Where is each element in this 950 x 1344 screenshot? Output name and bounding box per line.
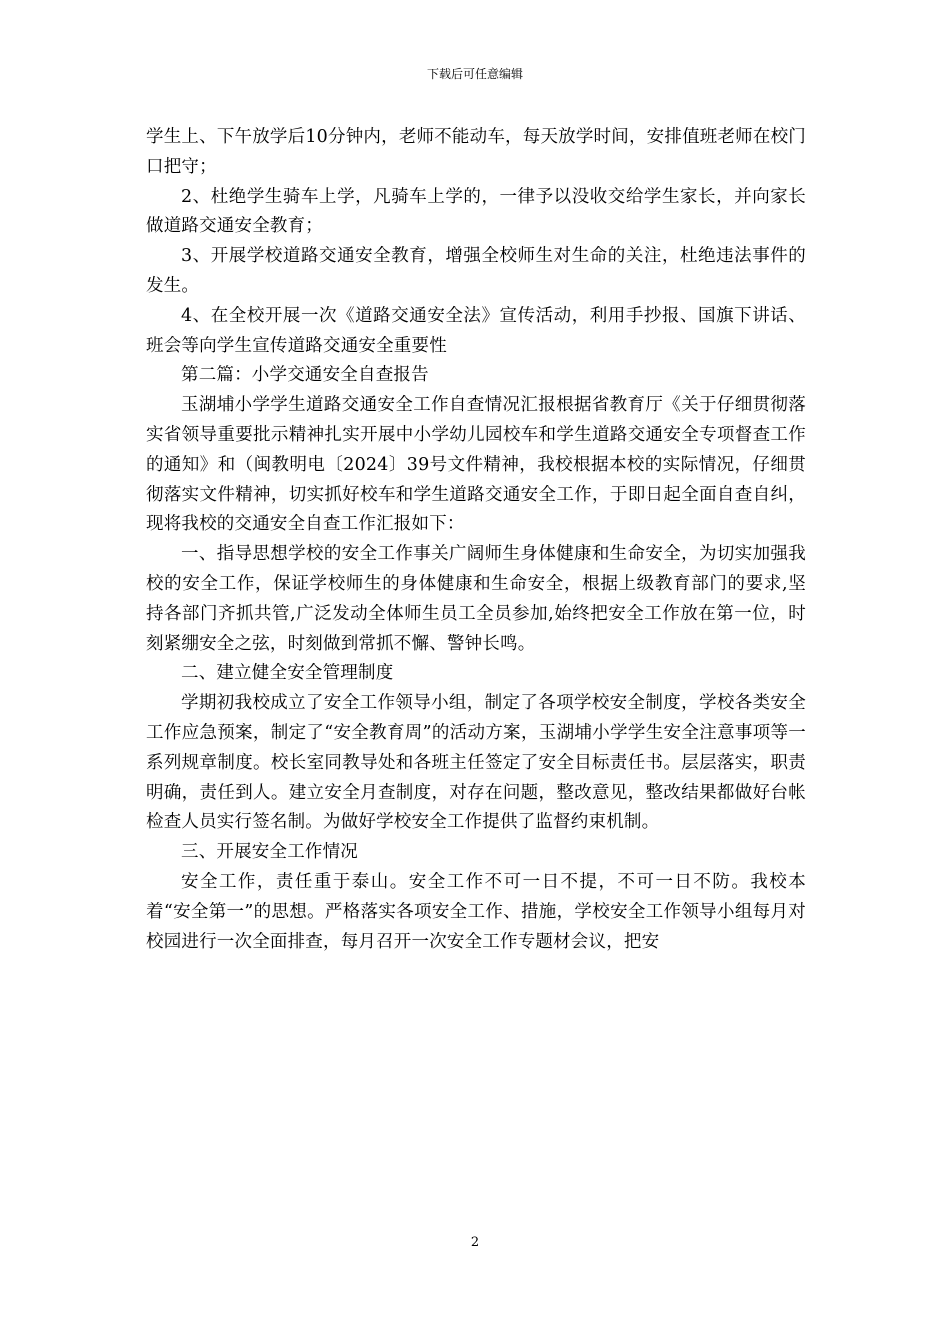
section-title: 第二篇：小学交通安全自查报告 xyxy=(181,365,429,386)
paragraph-item-3: 3、开展学校道路交通安全教育，增强全校师生对生命的关注，杜绝违法事件的发生。 xyxy=(146,246,806,296)
paragraph-item-2: 2、杜绝学生骑车上学，凡骑车上学的，一律予以没收交给学生家长，并向家长做道路交通安全教育； xyxy=(146,186,806,237)
paragraph-management: 学期初我校成立了安全工作领导小组，制定了各项学校安全制度，学校各类安全工作应急预案，制定了“安全教育周”的活动方案，玉湖埔小学学生安全注意事项等一系列规章制度。校长室同教导处和各班主任签定了安全目标责任书。层层落实，职责明确，责任到人。建立安全月查制度，对存在问题，整改意见，整改结果都做好台帐检查人员实行签名制。为做好学校安全工作提供了监督约束机制。 xyxy=(146,693,806,833)
paragraph-continuation: 学生上、下午放学后10分钟内，老师不能动车，每天放学时间，安排值班老师在校门口把守； xyxy=(146,127,806,177)
section-heading-3: 三、开展安全工作情况 xyxy=(181,842,358,863)
document-body xyxy=(146,123,806,957)
section-heading-2: 二、建立健全安全管理制度 xyxy=(181,663,394,684)
paragraph-guiding-thought: 一、指导思想学校的安全工作事关广阔师生身体健康和生命安全，为切实加强我校的安全工作，保证学校师生的身体健康和生命安全，根据上级教育部门的要求,坚持各部门齐抓共管,广泛发动全体师生员工全员参加,始终把安全工作放在第一位，时刻紧绷安全之弦，时刻做到常抓不懈、警钟长鸣。 xyxy=(146,544,806,654)
paragraph-intro: 玉湖埔小学学生道路交通安全工作自查情况汇报根据省教育厅《关于仔细贯彻落实省领导重要批示精神扎实开展中小学幼儿园校车和学生道路交通安全专项督查工作的通知》和（闽教明电〔2024〕39号文件精神，我校根据本校的实际情况，仔细贯彻落实文件精神，切实抓好校车和学生道路交通安全工作，于即日起全面自查自纠，现将我校的交通安全自查工作汇报如下： xyxy=(146,395,806,535)
page-header: 下载后可任意编辑 xyxy=(426,67,523,81)
page-number: 2 xyxy=(470,1235,480,1250)
paragraph-item-4: 4、在全校开展一次《道路交通安全法》宣传活动，利用手抄报、国旗下讲话、班会等向学生宣传道路交通安全重要性 xyxy=(146,305,806,356)
paragraph-safety-work: 安全工作，责任重于泰山。安全工作不可一日不提，不可一日不防。我校本着“安全第一”的思想。严格落实各项安全工作、措施，学校安全工作领导小组每月对校园进行一次全面排查，每月召开一次安全工作专题材会议，把安 xyxy=(146,871,806,952)
